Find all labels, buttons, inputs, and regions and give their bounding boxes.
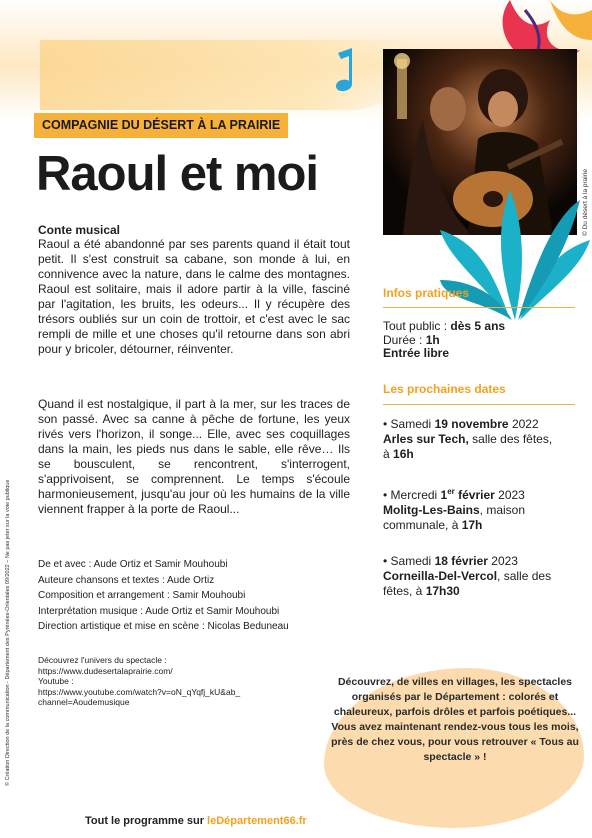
credit-line: Composition et arrangement : Samir Mouhoubi — [38, 590, 246, 601]
date-day: 1 — [440, 488, 448, 502]
company-tag: COMPAGNIE DU DÉSERT À LA PRAIRIE — [34, 113, 288, 138]
date-value: 18 février — [434, 554, 488, 568]
credit-line: Interprétation musique : Aude Ortiz et Samir Mouhoubi — [38, 605, 280, 617]
date-year: 2023 — [494, 488, 525, 502]
date-place: Arles sur Tech, — [383, 432, 469, 446]
date-time-prefix: à — [383, 447, 394, 461]
date-time: 17h30 — [425, 584, 460, 598]
date-time: 17h — [461, 518, 483, 532]
date-year: 2022 — [508, 417, 539, 431]
infos-heading: Infos pratiques — [383, 286, 470, 300]
side-credit: © Création Direction de la communication - Département des Pyrénées-Orientales 09/2022 – Ne pas jeter sur la voie publique — [5, 479, 11, 786]
credit-line: Direction artistique et mise en scène : Nicolas Beduneau — [38, 621, 289, 632]
music-note-icon — [330, 48, 360, 98]
duration-value: 1h — [425, 332, 440, 347]
date-value: 19 novembre — [434, 417, 509, 431]
date-place: Corneilla-Del-Vercol — [383, 569, 498, 583]
promo-text: Découvrez, de villes en villages, les spectacles organisés par le Département : colorés et chaleureux, parfois drôles et parfois poétiques... Vous avez maintenant rendez-vous tous les mois, près de chez vous, pour vous retrouver « Tous au spectacle » ! — [331, 676, 579, 763]
footer-link[interactable]: leDépartement66.fr — [207, 815, 307, 827]
links-block — [38, 655, 240, 708]
credits-list — [38, 557, 289, 635]
date-prefix: • Samedi — [383, 554, 435, 568]
duration-label: Durée : — [383, 332, 426, 347]
credit-line: Auteure chansons et textes : Aude Ortiz — [38, 574, 215, 586]
date-prefix: • Mercredi — [383, 488, 441, 502]
public-value: dès 5 ans — [450, 319, 506, 333]
website-link[interactable]: https://www.dudesertalaprairie.com/ — [38, 665, 173, 676]
date-venue: , salle des fêtes, à — [383, 569, 552, 598]
dates-heading: Les prochaines dates — [383, 382, 506, 396]
youtube-label: Youtube : — [38, 676, 74, 686]
date-venue: salle des fêtes, — [468, 432, 553, 446]
youtube-link[interactable]: https://www.youtube.com/watch?v=oN_qYqfj_kU&ab_ — [38, 686, 241, 697]
page-title: Raoul et moi — [36, 147, 319, 201]
photo-credit: © Du désert à la prairie — [582, 169, 589, 236]
date-venue: , maison communale, à — [383, 503, 526, 532]
description-paragraph-2: Quand il est nostalgique, il part à la mer, sur les traces de son passé. Avec sa canne à pêche de fortune, les yeux rivés vers l'horizon, il songe... Elle, avec ses coquillages dans la main, les pieds nus dans le sable, elle rêve… Ils se bousculent, se rencontrent, s'interrogent, s'apprivoisent, se comprennent. Le temps s'écoule harmonieusement, jusqu'au jour où les humains de la ville viennent frapper à la porte de Raoul... — [38, 397, 350, 516]
date-month: février — [454, 488, 495, 502]
date-time: 16h — [393, 447, 414, 461]
footer — [85, 815, 307, 827]
divider — [383, 307, 575, 308]
header-swoosh — [40, 40, 420, 110]
entry-info: Entrée libre — [383, 346, 450, 360]
infos-block — [383, 320, 583, 361]
date-suffix: er — [447, 487, 455, 496]
credit-line: De et avec : Aude Ortiz et Samir Mouhoubi — [38, 559, 228, 570]
divider — [383, 404, 575, 405]
description-paragraph-1: Raoul a été abandonné par ses parents quand il était tout petit. Il s'est construit sa cabane, son monde à lui, en connivence avec la nature, dans le calme des montagnes. Raoul est solitaire, mais il adore partir à la ville, fasciné par l'agitation, les bruits, les odeurs... Il y récupère des trésors oubliés sur un coin de trottoir, et c'est avec le sac rempli de mille et une choses qu'il retourne dans son abri pour y bricoler, détourner, réinventer. — [38, 237, 350, 356]
youtube-link-continued[interactable]: channel=Aoudemusique — [38, 697, 130, 707]
links-intro: Découvrez l'univers du spectacle : — [38, 655, 167, 665]
date-prefix: • Samedi — [383, 417, 435, 431]
date-item — [383, 554, 583, 599]
public-label: Tout public : — [383, 319, 451, 333]
date-year: 2023 — [487, 554, 518, 568]
date-place: Molitg-Les-Bains — [383, 503, 480, 517]
date-item — [383, 484, 583, 533]
date-item — [383, 417, 583, 462]
footer-text: Tout le programme sur — [85, 815, 208, 827]
subtitle: Conte musical — [38, 223, 121, 237]
